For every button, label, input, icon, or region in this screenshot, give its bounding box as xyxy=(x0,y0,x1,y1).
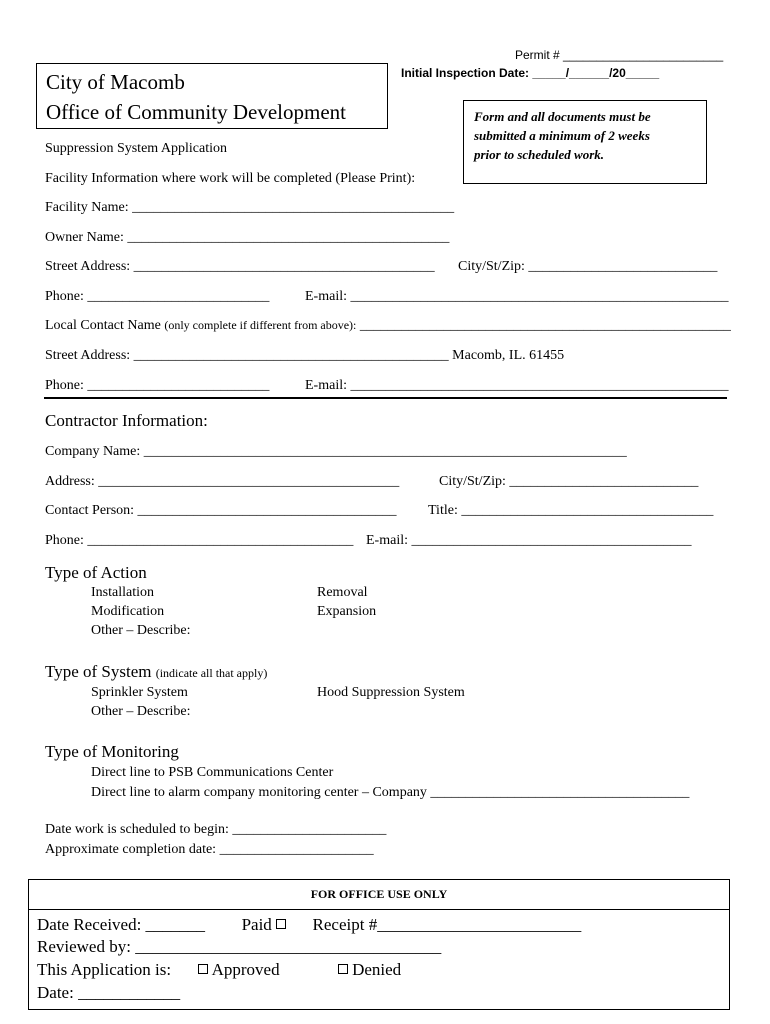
local-phone-field[interactable]: Phone: __________________________ xyxy=(45,378,270,393)
local-contact-label: Local Contact Name xyxy=(45,318,161,333)
contractor-email-field[interactable]: E-mail: ________________________________________ xyxy=(366,533,692,548)
system-heading-text: Type of System xyxy=(45,662,152,681)
local-city-suffix: Macomb, IL. 61455 xyxy=(452,348,565,363)
system-heading xyxy=(45,662,267,682)
owner-name-field[interactable]: Owner Name: ______________________________________________ xyxy=(45,230,450,245)
paid-label: Paid xyxy=(241,915,272,934)
facility-name-field[interactable]: Facility Name: ______________________________________________ xyxy=(45,200,455,215)
facility-street-field[interactable]: Street Address: ___________________________________________ xyxy=(45,259,435,274)
section-divider xyxy=(44,397,727,399)
action-modification[interactable]: Modification xyxy=(91,604,165,619)
monitoring-psb[interactable]: Direct line to PSB Communications Center xyxy=(91,765,334,780)
facility-intro: Facility Information where work will be completed (Please Print): xyxy=(45,171,416,186)
local-contact-field[interactable] xyxy=(45,318,731,334)
monitoring-alarm[interactable]: Direct line to alarm company monitoring center – Company _____________________________________ xyxy=(91,785,690,800)
approved-label: Approved xyxy=(211,960,280,979)
action-other[interactable]: Other – Describe: xyxy=(91,623,191,638)
system-sprinkler[interactable]: Sprinkler System xyxy=(91,685,188,700)
system-heading-note: (indicate all that apply) xyxy=(155,666,268,680)
initial-inspection-date-field[interactable]: Initial Inspection Date: _____/______/20_____ xyxy=(401,66,660,80)
notice-line-3: prior to scheduled work. xyxy=(474,147,605,162)
facility-city-field[interactable]: City/St/Zip: ___________________________ xyxy=(458,259,718,274)
local-email-field[interactable]: E-mail: ______________________________________________________ xyxy=(305,378,729,393)
denied-checkbox[interactable] xyxy=(338,964,348,974)
facility-email-field[interactable]: E-mail: ______________________________________________________ xyxy=(305,289,729,304)
notice-line-1: Form and all documents must be xyxy=(474,109,651,124)
contractor-address-field[interactable]: Address: ___________________________________________ xyxy=(45,474,400,489)
action-installation[interactable]: Installation xyxy=(91,585,154,600)
contractor-title-field[interactable]: Title: ____________________________________ xyxy=(428,503,714,518)
application-status-label: This Application is: xyxy=(37,960,172,979)
date-received-field[interactable]: Date Received: _______ xyxy=(37,915,206,934)
receipt-field[interactable]: Receipt #________________________ xyxy=(312,915,582,934)
system-hood[interactable]: Hood Suppression System xyxy=(317,685,465,700)
action-expansion[interactable]: Expansion xyxy=(317,604,377,619)
office-row-1 xyxy=(37,915,581,935)
monitoring-heading: Type of Monitoring xyxy=(45,742,179,761)
facility-phone-field[interactable]: Phone: __________________________ xyxy=(45,289,270,304)
office-use-box xyxy=(28,879,730,1010)
local-street-label: Street Address: _____________________________________________ xyxy=(45,348,449,363)
denied-label: Denied xyxy=(352,960,402,979)
office-title: Office of Community Development xyxy=(46,100,346,124)
notice-line-2: submitted a minimum of 2 weeks xyxy=(474,128,650,143)
title-box xyxy=(36,63,388,129)
submission-notice xyxy=(463,100,707,184)
contact-person-field[interactable]: Contact Person: _____________________________________ xyxy=(45,503,397,518)
office-row-3 xyxy=(37,960,401,980)
form-subtitle: Suppression System Application xyxy=(45,141,227,156)
local-contact-note: (only complete if different from above): xyxy=(164,318,357,332)
local-street-field[interactable] xyxy=(45,348,564,364)
office-date-field[interactable]: Date: ____________ xyxy=(37,983,181,1002)
contractor-city-field[interactable]: City/St/Zip: ___________________________ xyxy=(439,474,699,489)
system-other[interactable]: Other – Describe: xyxy=(91,704,191,719)
paid-checkbox[interactable] xyxy=(276,919,286,929)
action-heading: Type of Action xyxy=(45,563,147,582)
permit-number-field[interactable]: Permit # ________________________ xyxy=(515,48,724,62)
begin-date-field[interactable]: Date work is scheduled to begin: ______________________ xyxy=(45,822,387,837)
office-use-heading: FOR OFFICE USE ONLY xyxy=(29,880,729,910)
contractor-heading: Contractor Information: xyxy=(45,411,208,430)
reviewed-by-field[interactable]: Reviewed by: ____________________________________ xyxy=(37,937,442,956)
city-title: City of Macomb xyxy=(46,70,185,94)
completion-date-field[interactable]: Approximate completion date: ______________________ xyxy=(45,842,374,857)
local-contact-line: _____________________________________________________ xyxy=(359,318,731,333)
contractor-phone-field[interactable]: Phone: ______________________________________ xyxy=(45,533,354,548)
approved-checkbox[interactable] xyxy=(198,964,208,974)
company-name-field[interactable]: Company Name: _____________________________________________________________________ xyxy=(45,444,627,459)
action-removal[interactable]: Removal xyxy=(317,585,368,600)
